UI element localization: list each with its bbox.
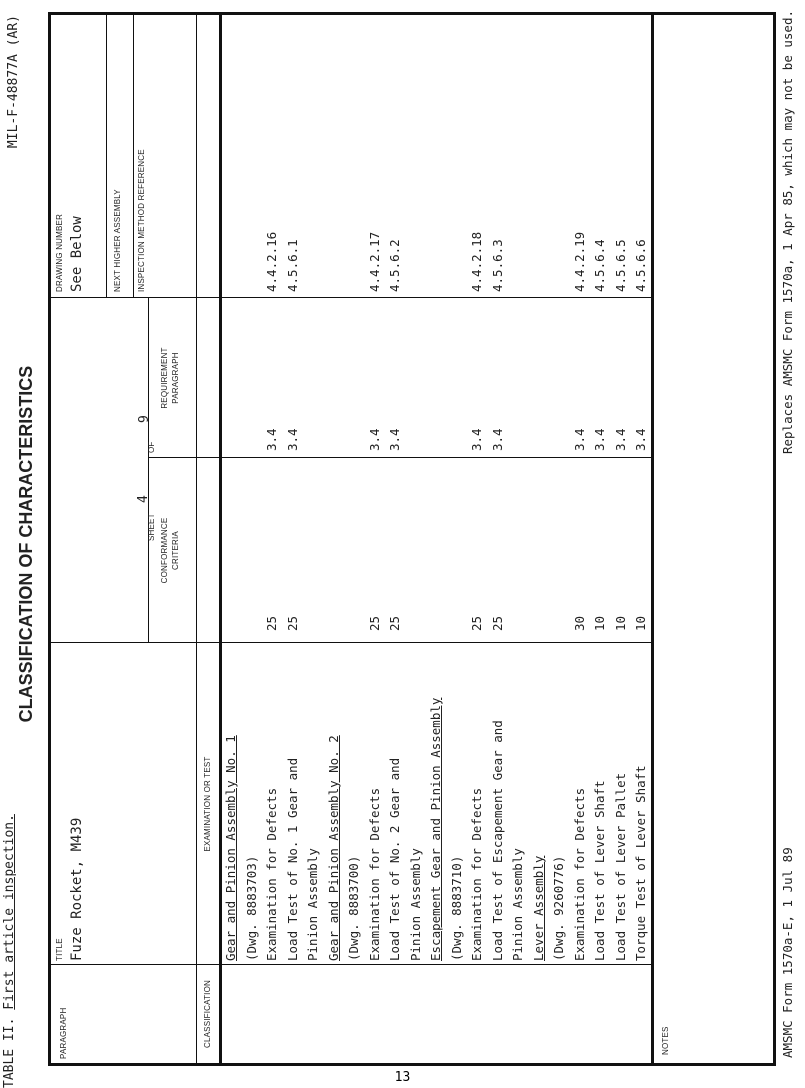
col-divider-2	[51, 642, 651, 643]
col-divider-1	[51, 964, 651, 965]
conformance-criteria-value: 25	[366, 615, 382, 631]
examination-item	[633, 765, 648, 961]
conformance-criteria-value: 25	[469, 615, 484, 631]
title-label: TITLE	[55, 938, 64, 961]
requirement-paragraph-value: 3.4	[612, 428, 628, 451]
conformance-criteria-value: 25	[387, 615, 402, 631]
examination-item-text: Torque Test of Lever Shaft	[633, 765, 648, 961]
examination-item	[326, 735, 341, 961]
sheet-label: SHEET	[147, 513, 156, 541]
examination-item-text: Load Test of Lever Shaft	[592, 780, 607, 961]
examination-item-text: Gear and Pinion Assembly No. 1	[223, 735, 238, 961]
examination-item-text: Load Test of No. 1 Gear and	[284, 757, 300, 961]
sheet-divider	[148, 298, 149, 643]
examination-item-text: Load Test of No. 2 Gear and	[387, 757, 402, 961]
page-number: 13	[394, 1070, 411, 1085]
requirement-paragraph-value: 3.4	[633, 428, 648, 451]
examination-item	[428, 698, 443, 961]
conformance-header-line-2: CRITERIA	[171, 531, 180, 570]
examination-item	[223, 735, 238, 961]
requirement-paragraph-value: 3.4	[366, 428, 382, 451]
col-divider-3	[148, 457, 651, 458]
requirement-header	[159, 298, 181, 458]
table-caption-text: First article inspection.	[2, 814, 17, 1010]
table-caption	[2, 814, 17, 1088]
examination-item	[490, 720, 505, 961]
examination-item-text: (Dwg. 8883710)	[448, 855, 464, 961]
sheet-number: 4	[136, 495, 151, 503]
examination-item	[346, 856, 361, 961]
examination-item	[613, 773, 628, 961]
examination-item	[305, 848, 320, 961]
examination-item	[531, 856, 546, 961]
table-label: TABLE II.	[2, 1017, 17, 1088]
conformance-criteria-value: 25	[264, 615, 279, 631]
inspection-method-value: 4.5.6.2	[387, 239, 402, 292]
inspection-method-value: 4.5.6.1	[284, 239, 300, 292]
inspection-method-value: 4.5.6.6	[633, 239, 648, 292]
title-value: Fuze Rocket, M439	[69, 817, 85, 961]
examination-item-text: Examination for Defects	[469, 787, 484, 961]
examination-item	[387, 758, 402, 961]
conformance-criteria-value: 25	[284, 615, 300, 631]
inspection-method-value: 4.4.2.16	[264, 231, 279, 292]
col-divider-4	[51, 297, 651, 298]
requirement-paragraph-value: 3.4	[264, 428, 279, 451]
examination-item-text: Gear and Pinion Assembly No. 2	[325, 735, 341, 961]
requirement-paragraph-value: 3.4	[387, 428, 402, 451]
conformance-header	[159, 458, 181, 643]
conformance-criteria-value: 10	[592, 615, 607, 631]
body-top-divider	[219, 15, 222, 1063]
examination-item-text: Examination for Defects	[571, 787, 587, 961]
examination-item-text: (Dwg. 8883703)	[243, 855, 259, 961]
examination-item-text: Pinion Assembly	[510, 848, 525, 961]
paragraph-label: PARAGRAPH	[59, 1007, 68, 1059]
replaces-note: Replaces AMSMC Form 1570a, 1 Apr 85, which may not be used.	[780, 10, 795, 455]
requirement-paragraph-value: 3.4	[592, 428, 607, 451]
form-id: AMSMC Form 1570a-E, 1 Jul 89	[780, 847, 795, 1058]
conformance-header-line-1: CONFORMANCE	[160, 517, 169, 584]
inspection-method-value: 4.5.6.4	[592, 239, 607, 292]
examination-item-text: Pinion Assembly	[407, 848, 423, 961]
examination-item-text: Pinion Assembly	[305, 848, 320, 961]
inspection-method-value: 4.4.2.18	[469, 231, 484, 292]
examination-item-text: Load Test of Escapement Gear and	[489, 720, 505, 961]
inspection-method-value: 4.4.2.19	[571, 231, 587, 292]
requirement-paragraph-value: 3.4	[284, 428, 300, 451]
inspection-method-value: 4.5.6.5	[612, 239, 628, 292]
examination-item	[551, 856, 566, 961]
nha-divider	[106, 15, 107, 298]
conformance-criteria-value: 10	[612, 615, 628, 631]
examination-item	[244, 856, 259, 961]
classification-header: CLASSIFICATION	[203, 980, 212, 1048]
examination-item	[367, 788, 382, 961]
requirement-paragraph-value: 3.4	[571, 428, 587, 451]
requirement-paragraph-value: 3.4	[469, 428, 484, 451]
sheet-total: 9	[137, 415, 152, 423]
examination-item	[510, 848, 525, 961]
header-divider	[196, 15, 197, 1063]
examination-item-text: Examination for Defects	[264, 787, 279, 961]
requirement-header-line-2: PARAGRAPH	[171, 352, 180, 404]
examination-item	[572, 788, 587, 961]
examination-item	[469, 788, 484, 961]
examination-item	[408, 848, 423, 961]
examination-item	[264, 788, 279, 961]
drawing-number-value: See Below	[69, 216, 85, 292]
examination-header: EXAMINATION OR TEST	[203, 756, 212, 852]
notes-label: NOTES	[661, 1026, 670, 1055]
examination-item-text: (Dwg. 9260776)	[551, 855, 566, 961]
notes-divider	[651, 15, 654, 1063]
examination-item-text: (Dwg. 8883700)	[346, 855, 361, 961]
conformance-criteria-value: 10	[633, 615, 648, 631]
examination-item-text: Examination for Defects	[366, 787, 382, 961]
examination-item	[592, 780, 607, 961]
page-title: CLASSIFICATION OF CHARACTERISTICS	[16, 365, 36, 723]
conformance-criteria-value: 30	[571, 615, 587, 631]
inspection-method-value: 4.4.2.17	[366, 231, 382, 292]
examination-item-text: Lever Assembly	[530, 855, 546, 961]
conformance-criteria-value: 25	[489, 615, 505, 631]
inspection-method-header: INSPECTION METHOD REFERENCE	[137, 149, 146, 292]
examination-item-text: Load Test of Lever Pallet	[612, 772, 628, 961]
examination-item-text: Escapement Gear and Pinion Assembly	[428, 697, 443, 961]
of-label: OF	[147, 441, 156, 453]
next-higher-assembly-label: NEXT HIGHER ASSEMBLY	[113, 189, 122, 292]
examination-item	[285, 758, 300, 961]
nha-lower-divider	[133, 15, 134, 298]
drawing-number-label: DRAWING NUMBER	[55, 213, 64, 292]
requirement-header-line-1: REQUIREMENT	[160, 347, 169, 409]
spec-number: MIL-F-48877A (AR)	[6, 15, 21, 149]
requirement-paragraph-value: 3.4	[489, 428, 505, 451]
examination-item	[449, 856, 464, 961]
inspection-method-value: 4.5.6.3	[489, 239, 505, 292]
classification-form	[48, 12, 776, 1066]
